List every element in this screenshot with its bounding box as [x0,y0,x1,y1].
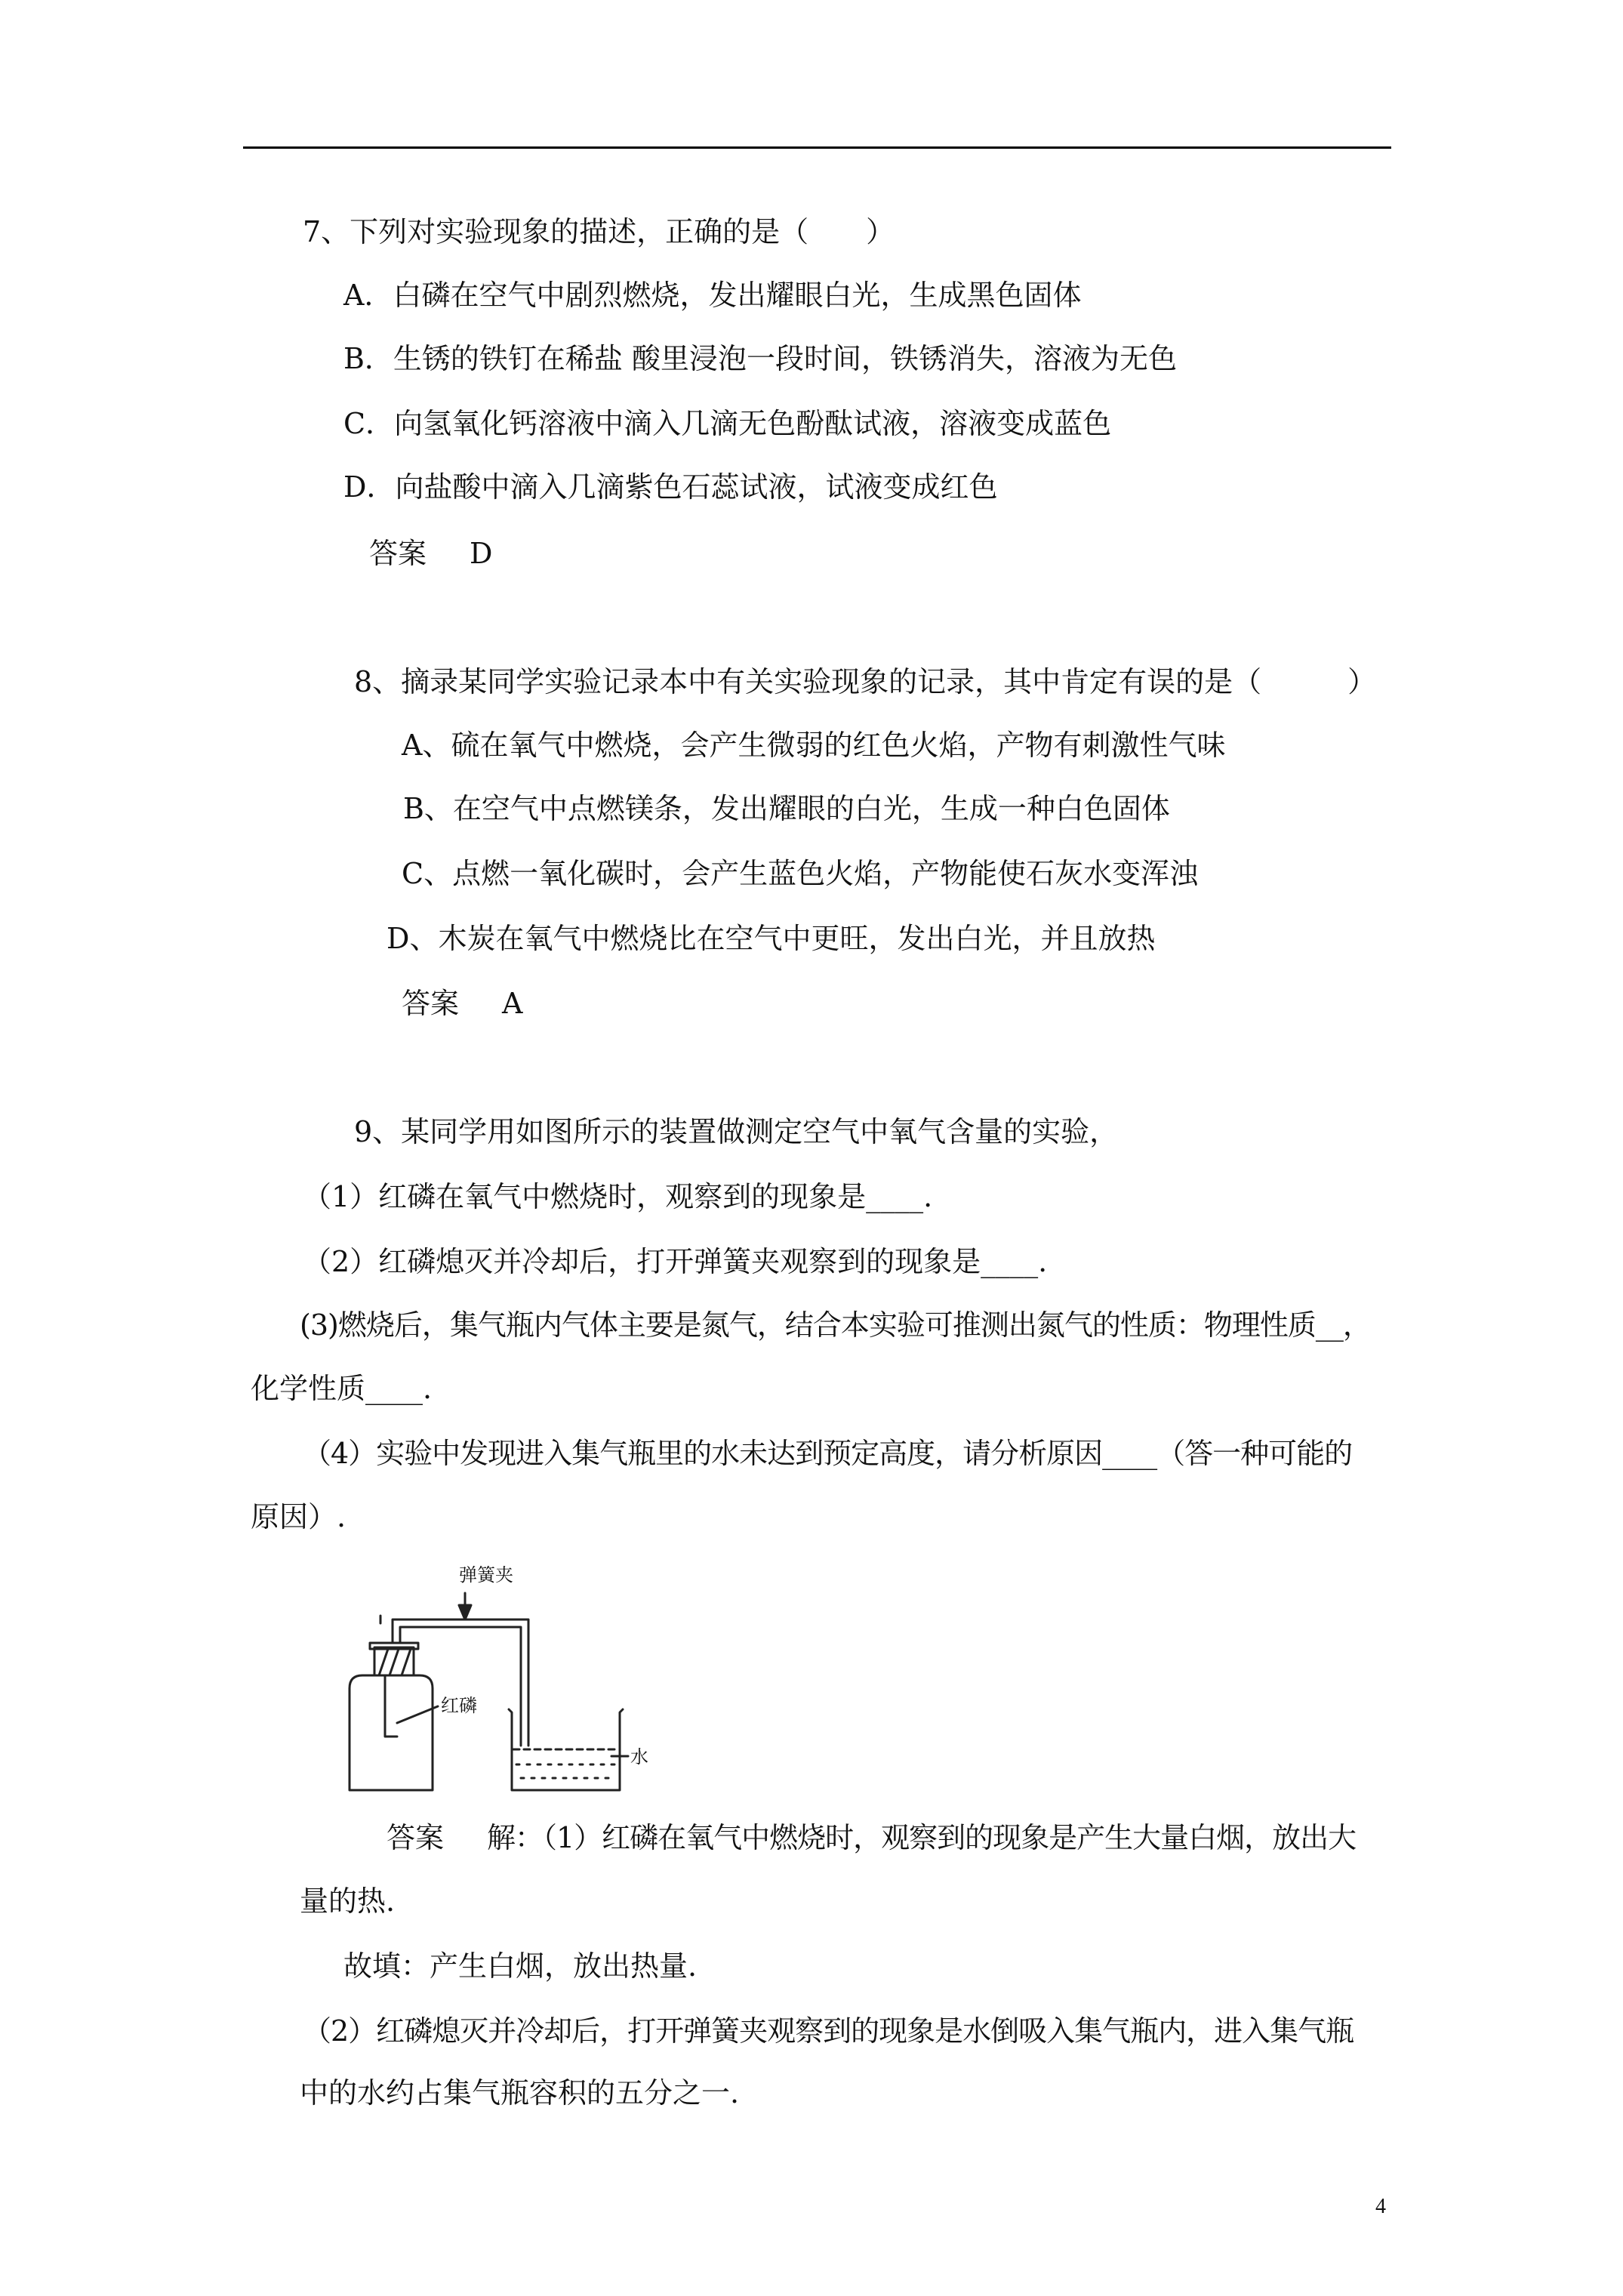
page-number: 4 [1375,2195,1386,2218]
apparatus-figure [332,1548,664,1804]
q9-part-2: （2）红磷熄灭并冷却后，打开弹簧夹观察到的现象是____. [303,1245,1048,1278]
q8-option-b: B、在空气中点燃镁条，发出耀眼的白光，生成一种白色固体 [403,792,1170,825]
water-label: 水 [630,1746,648,1767]
q9-part-3-line-2: 化学性质____. [251,1372,433,1405]
clamp-label: 弹簧夹 [459,1564,513,1586]
q7-answer-label: 答案 [369,537,427,570]
q9-answer-line-4: （2）红磷熄灭并冷却后，打开弹簧夹观察到的现象是水倒吸入集气瓶内，进入集气瓶 [303,2014,1354,2048]
q9-part-4-line-2: 原因）. [251,1500,346,1533]
q9-answer-line-1: 解：（1）红磷在氧气中燃烧时，观察到的现象是产生大量白烟，放出大 [487,1821,1357,1854]
q9-answer-line-3: 故填：产生白烟，放出热量. [343,1949,698,1983]
q9-answer-line-2: 量的热. [300,1885,396,1918]
q7-stem: 7、下列对实验现象的描述，正确的是（ ） [303,215,895,248]
q7-option-c: C．向氢氧化钙溶液中滴入几滴无色酚酞试液，溶液变成蓝色 [343,407,1112,440]
gas-bottle [350,1675,433,1790]
q7-option-d: D．向盐酸中滴入几滴紫色石蕊试液，试液变成红色 [343,470,998,504]
q8-stem: 8、摘录某同学实验记录本中有关实验现象的记录，其中肯定有误的是（ ） [354,665,1377,698]
q9-part-1: （1）红磷在氧气中燃烧时，观察到的现象是____. [303,1180,933,1213]
combustion-spoon [385,1675,397,1737]
q7-option-b: B．生锈的铁钉在稀盐 酸里浸泡一段时间，铁锈消失，溶液为无色 [343,342,1178,375]
q9-stem: 9、某同学用如图所示的装置做测定空气中氧气含量的实验， [354,1115,1119,1148]
q9-answer-line-5: 中的水约占集气瓶容积的五分之一. [300,2076,740,2110]
q8-option-d: D、木炭在氧气中燃烧比在空气中更旺，发出白光，并且放热 [387,922,1156,955]
q8-option-a: A、硫在氧气中燃烧，会产生微弱的红色火焰，产物有刺激性气味 [402,729,1226,762]
q9-part-4-line-1: （4）实验中发现进入集气瓶里的水未达到预定高度，请分析原因____（答一种可能的 [303,1437,1353,1470]
q9-answer-label: 答案 [387,1821,445,1854]
q8-answer-label: 答案 [402,987,460,1020]
q7-option-a: A．白磷在空气中剧烈燃烧，发出耀眼白光，生成黑色固体 [343,279,1082,312]
q8-option-c: C、点燃一氧化碳时，会产生蓝色火焰，产物能使石灰水变浑浊 [402,857,1199,890]
q7-answer-value: D [470,537,493,570]
header-rule [243,146,1391,149]
q9-part-3-line-1: (3)燃烧后，集气瓶内气体主要是氮气，结合本实验可推测出氮气的性质：物理性质__， [300,1308,1371,1342]
q8-answer-value: A [502,987,523,1020]
glass-tube [393,1620,528,1746]
spring-clamp [459,1605,471,1620]
phosphorus-label: 红磷 [441,1695,477,1716]
